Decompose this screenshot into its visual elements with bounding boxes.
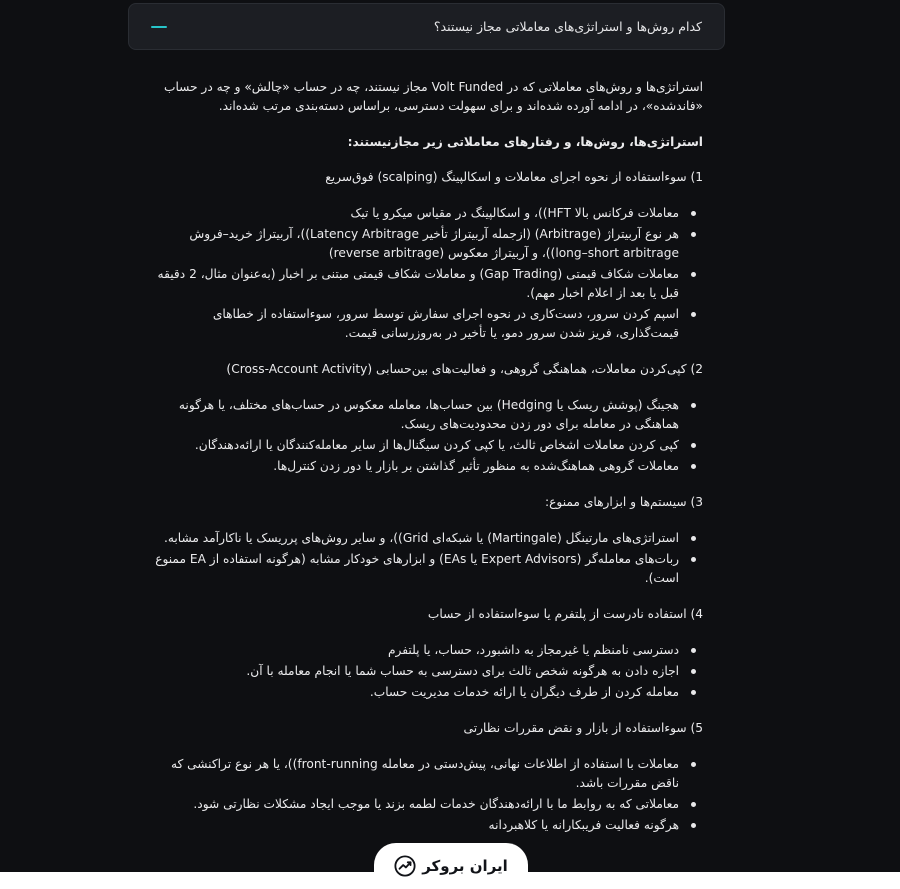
list-item: معاملاتی که به روابط ما با ارائه‌دهندگان خدمات لطمه بزند یا موجب ایجاد مشکلات نظارتی شود. [155,795,679,814]
faq-question-header[interactable] [128,3,725,50]
minus-icon[interactable] [151,26,167,28]
list-item: دسترسی نامنظم یا غیرمجاز به داشبورد، حساب، یا پلتفرم [155,641,679,660]
list-item: معامله کردن از طرف دیگران یا ارائه خدمات مدیریت حساب. [155,683,679,702]
logo-text: ایران بروکر [422,857,508,875]
section-list [155,641,703,702]
answer-heading: استراتژی‌ها، روش‌ها، و رفتارهای معاملاتی زیر مجازنیستند: [347,135,703,149]
list-item: استراتژی‌های مارتینگل (Martingale) یا شبکه‌ای Grid))، و سایر روش‌های پرریسک یا ناکارآمد مشابه. [155,529,679,548]
section-list [155,396,703,476]
list-item: معاملات شکاف قیمتی (Gap Trading) و معاملات شکاف قیمتی مبتنی بر اخبار (به‌عنوان مثال، 2 دقیقه قبل یا بعد از اعلام اخبار مهم). [155,265,679,303]
section-list [155,755,703,835]
list-item: معاملات گروهی هماهنگ‌شده به منظور تأثیر گذاشتن بر بازار یا دور زدن کنترل‌ها. [155,457,679,476]
section-title: 3) سیستم‌ها و ابزارهای ممنوع: [545,495,703,509]
list-item: کپی کردن معاملات اشخاص ثالث، یا کپی کردن سیگنال‌ها از سایر معامله‌کنندگان یا ارائه‌دهندگان. [155,436,679,455]
list-item: هرگونه فعالیت فریبکارانه یا کلاهبردانه [155,816,679,835]
list-item: معاملات فرکانس بالا HFT))، و اسکالپینگ در مقیاس میکرو یا تیک [155,204,679,223]
faq-answer [155,78,703,852]
section-list [155,529,703,588]
list-item: هر نوع آربیتراژ (Arbitrage) (ازجمله آربیتراژ تأخیر Latency Arbitrage))، آربیتراژ خرید–فروش long–short arbitrage))، و آربیتراژ معکوس (reverse arbitrage) [155,225,679,263]
site-logo[interactable] [374,843,528,889]
chart-trend-logo-icon [394,855,416,877]
section-title: 4) استفاده نادرست از پلتفرم یا سوءاستفاده از حساب [427,607,703,621]
list-item: اسپم کردن سرور، دست‌کاری در نحوه اجرای سفارش توسط سرور، سوءاستفاده از خطاهای قیمت‌گذاری، فریز شدن سرور دمو، یا تأخیر در به‌روزرسانی قیمت. [155,305,679,343]
section-title: 1) سوءاستفاده از نحوه اجرای معاملات و اسکالپینگ (scalping) فوق‌سریع [325,170,703,184]
section-title: 5) سوءاستفاده از بازار و نقض مقررات نظارتی [463,721,703,735]
list-item: اجازه دادن به هرگونه شخص ثالث برای دسترسی به حساب شما یا انجام معامله با آن. [155,662,679,681]
answer-intro: استراتژی‌ها و روش‌های معاملاتی که در Volt Funded مجاز نیستند، چه در حساب «چالش» و چه در حساب «فاندشده»، در ادامه آورده شده‌اند و برای سهولت دسترسی، براساس دسته‌بندی مرتب شده‌اند. [163,80,703,113]
list-item: معاملات با استفاده از اطلاعات نهانی، پیش‌دستی در معامله front-running))، یا هر نوع تراکنشی که ناقض مقررات باشد. [155,755,679,793]
section-title: 2) کپی‌کردن معاملات، هماهنگی گروهی، و فعالیت‌های بین‌حسابی (Cross-Account Activity) [226,362,703,376]
faq-question-text: کدام روش‌ها و استراتژی‌های معاملاتی مجاز نیستند؟ [433,19,702,34]
section-list [155,204,703,343]
list-item: ربات‌های معامله‌گر (Expert Advisors یا EAs) و ابزارهای خودکار مشابه (هرگونه استفاده از EA ممنوع است). [155,550,679,588]
list-item: هجینگ (پوشش ریسک یا Hedging) بین حساب‌ها، معامله معکوس در حساب‌های مختلف، یا هرگونه هماهنگی در معامله برای دور زدن محدودیت‌های ریسک. [155,396,679,434]
